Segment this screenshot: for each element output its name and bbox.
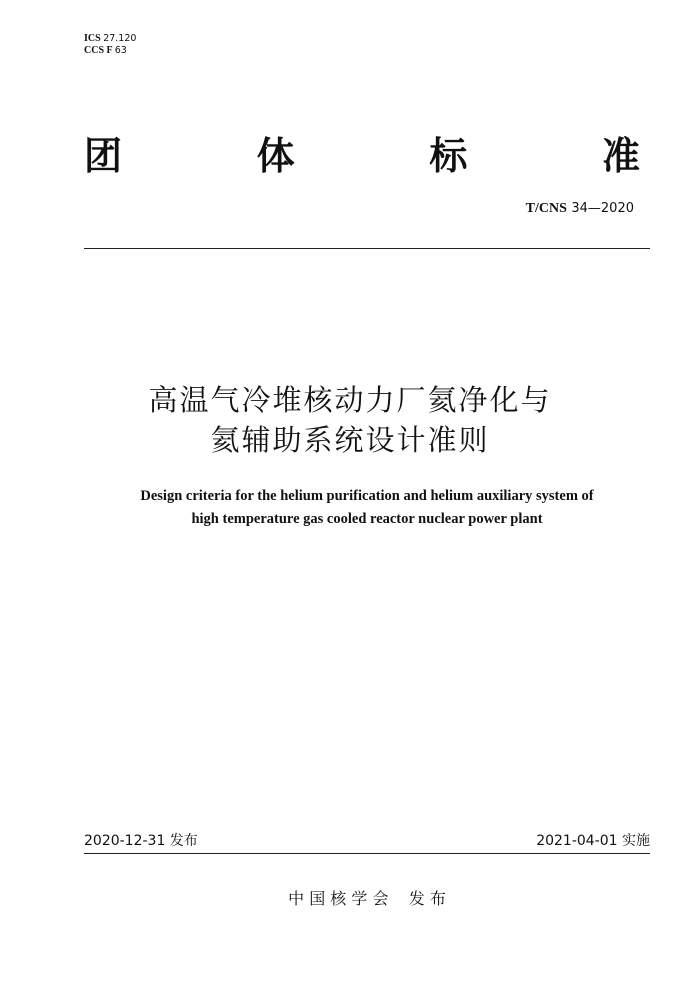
header-divider	[84, 248, 650, 249]
title-cn-line-2: 氦辅助系统设计准则	[210, 423, 490, 457]
footer-divider	[84, 853, 650, 854]
ccs-label: CCS F	[84, 45, 113, 56]
standard-code-prefix: T/CNS	[525, 201, 567, 216]
title-cn-line-1: 高温气冷堆核动力厂氦净化与	[148, 383, 552, 417]
standard-type-heading	[84, 132, 640, 180]
issue-date: 2020-12-31 发布	[84, 833, 198, 849]
publisher: 中 国 核 学 会 发 布	[288, 889, 446, 908]
ccs-line	[84, 45, 136, 57]
standard-code-number: 34—2020	[571, 201, 634, 216]
classification-codes	[84, 33, 136, 57]
standard-type-char-4: 准	[601, 134, 640, 178]
ics-code: 27.120	[103, 33, 137, 44]
ccs-code: 63	[114, 45, 127, 56]
standard-type-char-3: 标	[429, 134, 468, 178]
ics-label: ICS	[84, 33, 101, 44]
ics-line	[84, 33, 136, 45]
standard-type-char-2: 体	[256, 134, 295, 178]
standard-code	[526, 200, 634, 217]
title-en-line-1: Design criteria for the helium purification and helium auxiliary system of	[140, 488, 594, 504]
effective-date: 2021-04-01 实施	[536, 833, 650, 849]
title-en-line-2: high temperature gas cooled reactor nuclear power plant	[191, 511, 543, 527]
standard-type-char-1: 团	[84, 134, 123, 178]
